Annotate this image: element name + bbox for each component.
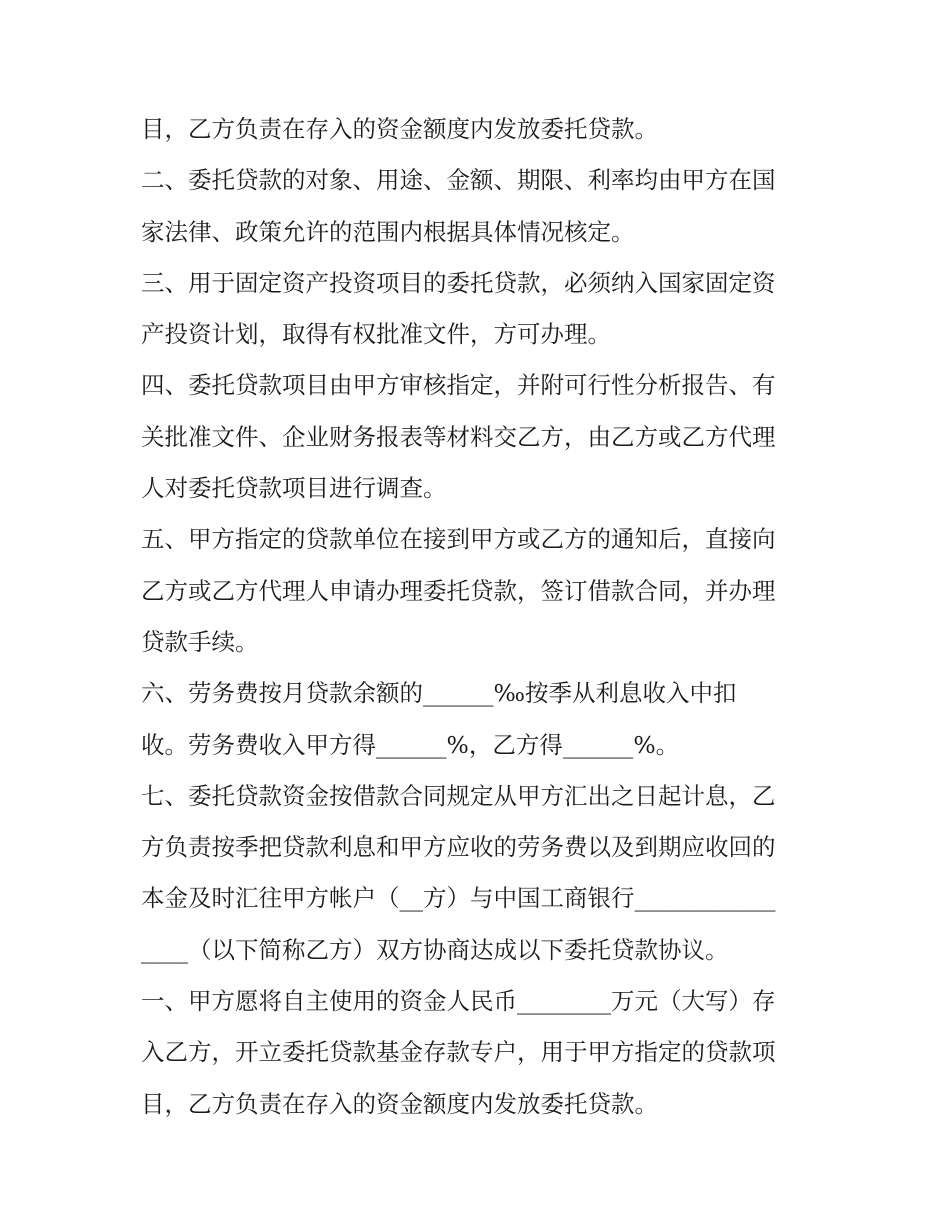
text-line: 家法律、政策允许的范围内根据具体情况核定。 [141,217,635,246]
text-line: 乙方或乙方代理人申请办理委托贷款，签订借款合同，并办理 [141,576,776,605]
text-line: 收。劳务费收入甲方得______%，乙方得______%。 [141,730,680,759]
text-line: 五、甲方指定的贷款单位在接到甲方或乙方的通知后，直接向 [141,525,776,554]
text-line: 七、委托贷款资金按借款合同规定从甲方汇出之日起计息，乙 [141,781,776,810]
text-line: ____（以下简称乙方）双方协商达成以下委托贷款协议。 [141,935,729,964]
text-line: 产投资计划，取得有权批准文件，方可办理。 [141,320,611,349]
text-line: 一、甲方愿将自主使用的资金人民币________万元（大写）存 [141,987,776,1016]
text-line: 三、用于固定资产投资项目的委托贷款，必须纳入国家固定资 [141,268,776,297]
text-line: 入乙方，开立委托贷款基金存款专户，用于甲方指定的贷款项 [141,1038,776,1067]
text-line: 目，乙方负责在存入的资金额度内发放委托贷款。 [141,1089,658,1118]
text-line: 六、劳务费按月贷款余额的______‰按季从利息收入中扣 [141,679,737,708]
text-line: 关批准文件、企业财务报表等材料交乙方，由乙方或乙方代理 [141,422,776,451]
text-line: 人对委托贷款项目进行调查。 [141,474,447,503]
text-line: 目，乙方负责在存入的资金额度内发放委托贷款。 [141,115,658,143]
text-line: 本金及时汇往甲方帐户（__方）与中国工商银行____________ [141,884,776,913]
text-line: 二、委托贷款的对象、用途、金额、期限、利率均由甲方在国 [141,166,776,195]
document-body [141,104,821,1130]
text-line: 四、委托贷款项目由甲方审核指定，并附可行性分析报告、有 [141,371,776,400]
text-line: 方负责按季把贷款利息和甲方应收的劳务费以及到期应收回的 [141,833,776,862]
text-line: 贷款手续。 [141,627,259,656]
